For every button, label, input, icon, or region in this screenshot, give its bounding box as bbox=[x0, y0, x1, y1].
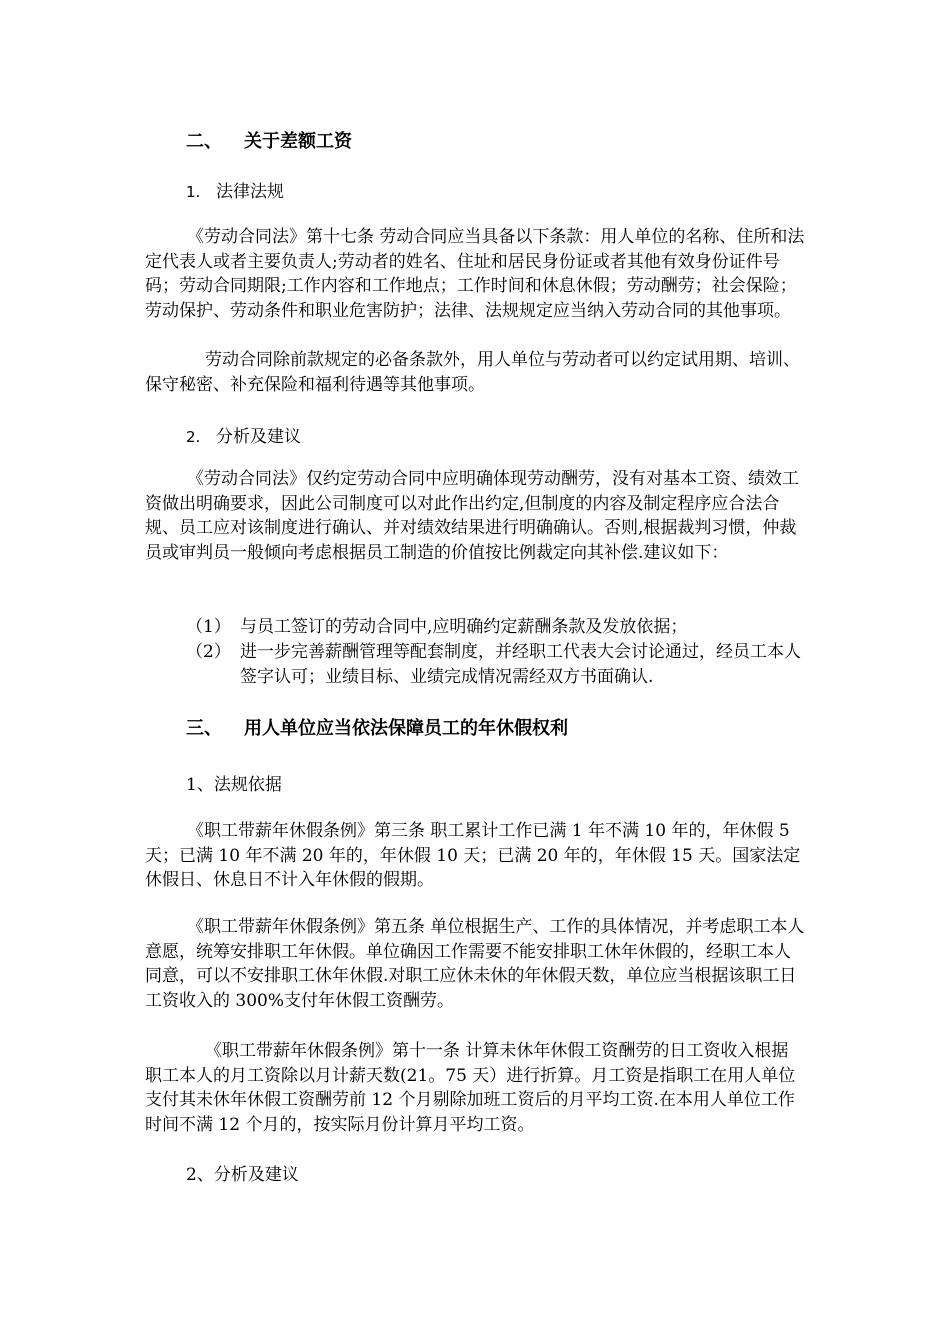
list-item-text: 与员工签订的劳动合同中,应明确约定薪酬条款及发放依据； bbox=[240, 617, 688, 637]
section-2-sub-1-number: 1. bbox=[186, 183, 201, 201]
list-item bbox=[186, 640, 806, 689]
section-3-heading bbox=[186, 714, 568, 740]
section-3-number: 三、 bbox=[186, 718, 222, 739]
list-item bbox=[186, 615, 806, 640]
section-2-sub-2-number: 2. bbox=[186, 428, 201, 446]
section-2-sub-1-heading bbox=[186, 177, 284, 202]
section-3-sub-1-number: 1、 bbox=[186, 775, 214, 795]
labor-contract-optional-terms: 劳动合同除前款规定的必备条款外，用人单位与劳动者可以约定试用期、培训、保守秘密、补充保险和福利待遇等其他事项。 bbox=[145, 350, 800, 395]
labor-contract-law-article-17: 《劳动合同法》第十七条 劳动合同应当具备以下条款：用人单位的名称、住所和法定代表人或者主要负责人;劳动者的姓名、住址和居民身份证或者其他有效身份证件号码；劳动合同期限;工作内容和工作地点；工作时间和休息休假；劳动酬劳；社会保险；劳动保护、劳动条件和职业危害防护；法律、法规规定应当纳入劳动合同的其他事项。 bbox=[145, 227, 805, 321]
annual-leave-article-5: 《职工带薪年休假条例》第五条 单位根据生产、工作的具体情况，并考虑职工本人意愿，统筹安排职工年休假。单位确因工作需要不能安排职工休年休假的，经职工本人同意，可以不安排职工休年休假.对职工应休未休的年休假天数，单位应当根据该职工日工资收入的 300%支付年休假工资酬劳。 bbox=[145, 917, 805, 1011]
section-2-heading bbox=[186, 127, 352, 153]
section-2-sub-1-title: 法律法规 bbox=[216, 182, 284, 202]
list-item-text: 进一步完善薪酬管理等配套制度，并经职工代表大会讨论通过，经员工本人签字认可；业绩目标、业绩完成情况需经双方书面确认. bbox=[240, 642, 801, 687]
section-3-title: 用人单位应当依法保障员工的年休假权利 bbox=[244, 718, 568, 739]
section-3-sub-2-heading bbox=[186, 1160, 299, 1185]
section-2-sub-2-heading bbox=[186, 422, 301, 447]
section-2-sub-2-title: 分析及建议 bbox=[216, 427, 301, 447]
annual-leave-article-11: 《职工带薪年休假条例》第十一条 计算未休年休假工资酬劳的日工资收入根据职工本人的月工资除以月计薪天数(21。75 天）进行折算。月工资是指职工在用人单位支付其未休年休假工资酬劳前 12 个月剔除加班工资后的月平均工资.在本用人单位工作时间不满 12 个月的，按实际月份计算月平均工资。 bbox=[145, 1041, 796, 1135]
section-2-number: 二、 bbox=[186, 131, 222, 152]
analysis-paragraph: 《劳动合同法》仅约定劳动合同中应明确体现劳动酬劳，没有对基本工资、绩效工资做出明确要求，因此公司制度可以对此作出约定,但制度的内容及制定程序应合法合规、员工应对该制度进行确认、并对绩效结果进行明确确认。否则,根据裁判习惯，仲裁员或审判员一般倾向考虑根据员工制造的价值按比例裁定向其补偿.建议如下： bbox=[145, 469, 799, 563]
section-3-sub-2-title: 分析及建议 bbox=[213, 1165, 299, 1185]
list-item-number: （1） bbox=[186, 617, 231, 637]
section-2-title: 关于差额工资 bbox=[244, 131, 352, 152]
section-3-sub-1-title: 法规依据 bbox=[213, 775, 282, 795]
list-item-number: （2） bbox=[186, 642, 231, 662]
section-3-sub-1-heading bbox=[186, 770, 282, 795]
annual-leave-article-3: 《职工带薪年休假条例》第三条 职工累计工作已满 1 年不满 10 年的，年休假 5 天；已满 10 年不满 20 年的，年休假 10 天；已满 20 年的，年休假 15 天。国家法定休假日、休息日不计入年休假的假期。 bbox=[145, 821, 801, 891]
section-3-sub-2-number: 2、 bbox=[186, 1165, 214, 1185]
